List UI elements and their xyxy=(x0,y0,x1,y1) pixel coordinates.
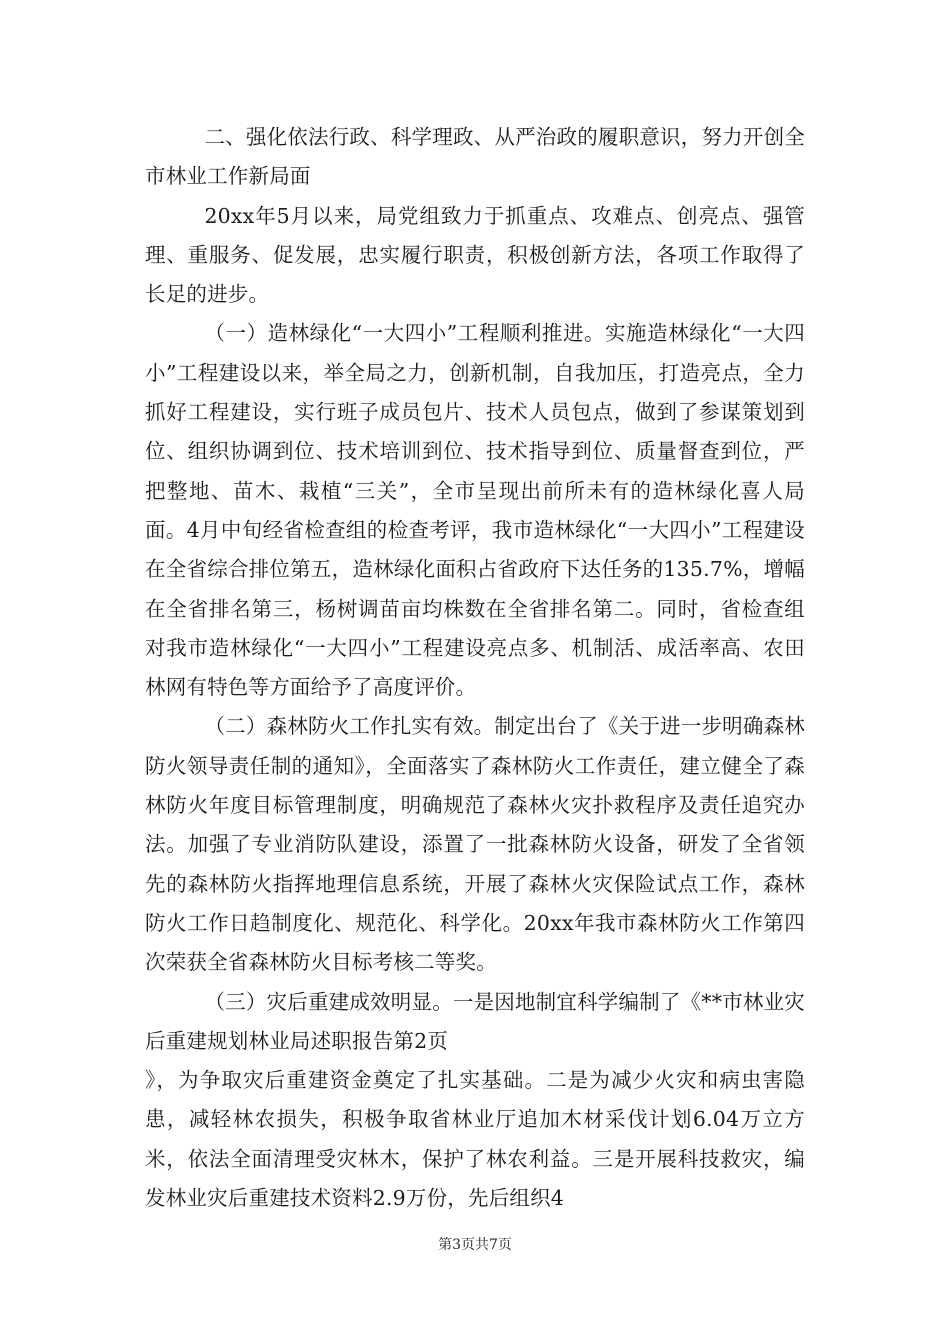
paragraph-intro: 20xx年5月以来，局党组致力于抓重点、攻难点、创亮点、强管理、重服务、促发展，忠实履行职责，积极创新方法，各项工作取得了长足的进步。 xyxy=(145,203,805,307)
paragraph-fire-prevention: （二）森林防火工作扎实有效。制定出台了《关于进一步明确森林防火领导责任制的通知》，全面落实了森林防火工作责任，建立健全了森林防火年度目标管理制度，明确规范了森林火灾扑救程序及责任追究办法。加强了专业消防队建设，添置了一批森林防火设备，研发了全省领先的森林防火指挥地理信息系统，开展了森林火灾保险试点工作，森林防火工作日趋制度化、规范化、科学化。20xx年我市森林防火工作第四次荣获全省森林防火目标考核二等奖。 xyxy=(145,714,805,975)
document-body xyxy=(145,118,805,1218)
paragraph-afforestation: （一）造林绿化“一大四小”工程顺利推进。实施造林绿化“一大四小”工程建设以来，举全局之力，创新机制，自我加压，打造亮点，全力抓好工程建设，实行班子成员包片、技术人员包点，做到了参谋策划到位、组织协调到位、技术培训到位、技术指导到位、质量督查到位，严把整地、苗木、栽植“三关”，全市呈现出前所未有的造林绿化喜人局面。4月中旬经省检查组的检查考评，我市造林绿化“一大四小”工程建设在全省综合排位第五，造林绿化面积占省政府下达任务的135.7%，增幅在全省排名第三，杨树调苗亩均株数在全省排名第二。同时，省检查组对我市造林绿化“一大四小”工程建设亮点多、机制活、成活率高、农田林网有特色等方面给予了高度评价。 xyxy=(145,321,805,700)
section-heading: 二、强化依法行政、科学理政、从严治政的履职意识，努力开创全市林业工作新局面 xyxy=(145,125,805,189)
paragraph-reconstruction-continued: 》，为争取灾后重建资金奠定了扎实基础。二是为减少火灾和病虫害隐患，减轻林农损失，积极争取省林业厅追加木材采伐计划6.04万立方米，依法全面清理受灾林木，保护了林农利益。三是开展科技救灾，编发林业灾后重建技术资料2.9万份，先后组织4 xyxy=(145,1068,805,1211)
paragraph-reconstruction: （三）灾后重建成效明显。一是因地制宜科学编制了《**市林业灾后重建规划林业局述职报告第2页 xyxy=(145,989,805,1053)
page-number-footer: 第3页共7页 xyxy=(438,1237,512,1253)
